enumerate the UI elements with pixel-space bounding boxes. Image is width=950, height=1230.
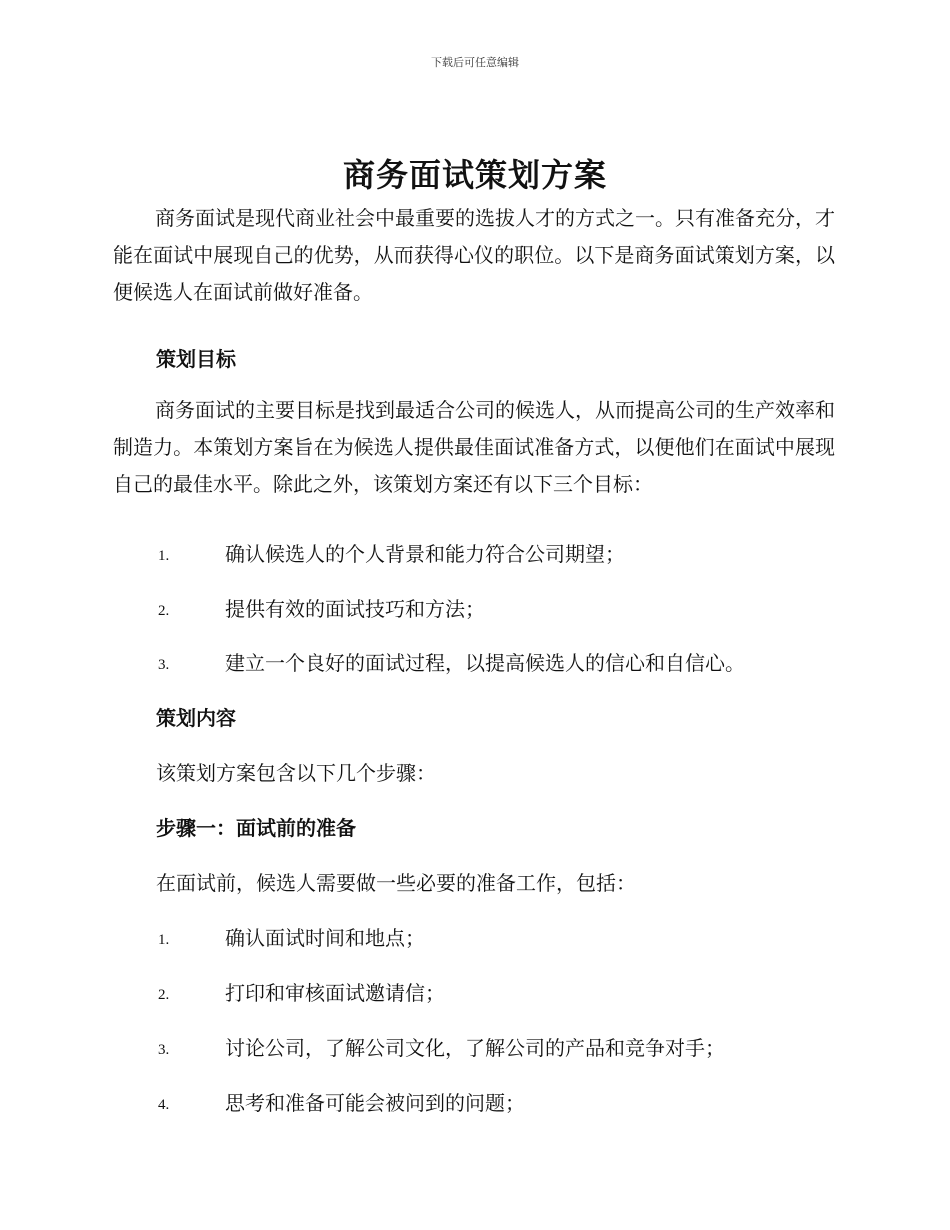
document-title: 商务面试策划方案	[342, 156, 607, 194]
goals-paragraph: 商务面试的主要目标是找到最适合公司的候选人，从而提高公司的生产效率和制造力。本策划方案旨在为候选人提供最佳面试准备方式，以便他们在面试中展现自己的最佳水平。除此之外，该策划方案还有以下三个目标：	[113, 398, 835, 496]
content-intro: 该策划方案包含以下几个步骤：	[156, 761, 436, 785]
list-text: 讨论公司，了解公司文化，了解公司的产品和竞争对手；	[225, 1036, 725, 1060]
intro-paragraph: 商务面试是现代商业社会中最重要的选拔人才的方式之一。只有准备充分，才能在面试中展现自己的优势，从而获得心仪的职位。以下是商务面试策划方案，以便候选人在面试前做好准备。	[113, 206, 835, 304]
list-text: 提供有效的面试技巧和方法；	[225, 597, 485, 621]
section-heading-goals: 策划目标	[156, 347, 236, 371]
list-number: 3.	[158, 1042, 170, 1058]
list-text: 打印和审核面试邀请信；	[225, 981, 445, 1005]
section-heading-content: 策划内容	[156, 706, 236, 730]
list-text: 确认候选人的个人背景和能力符合公司期望；	[225, 542, 625, 566]
list-number: 1.	[158, 932, 170, 948]
list-number: 1.	[158, 548, 170, 564]
list-number: 2.	[158, 603, 170, 619]
list-number: 4.	[158, 1097, 170, 1113]
list-number: 2.	[158, 987, 170, 1003]
list-text: 思考和准备可能会被问到的问题；	[225, 1091, 525, 1115]
step1-intro: 在面试前，候选人需要做一些必要的准备工作，包括：	[156, 871, 636, 895]
list-text: 建立一个良好的面试过程，以提高候选人的信心和自信心。	[225, 651, 745, 675]
step1-heading: 步骤一：面试前的准备	[156, 816, 356, 840]
list-number: 3.	[158, 657, 170, 673]
header-note: 下载后可任意编辑	[431, 56, 519, 69]
list-text: 确认面试时间和地点；	[225, 926, 425, 950]
